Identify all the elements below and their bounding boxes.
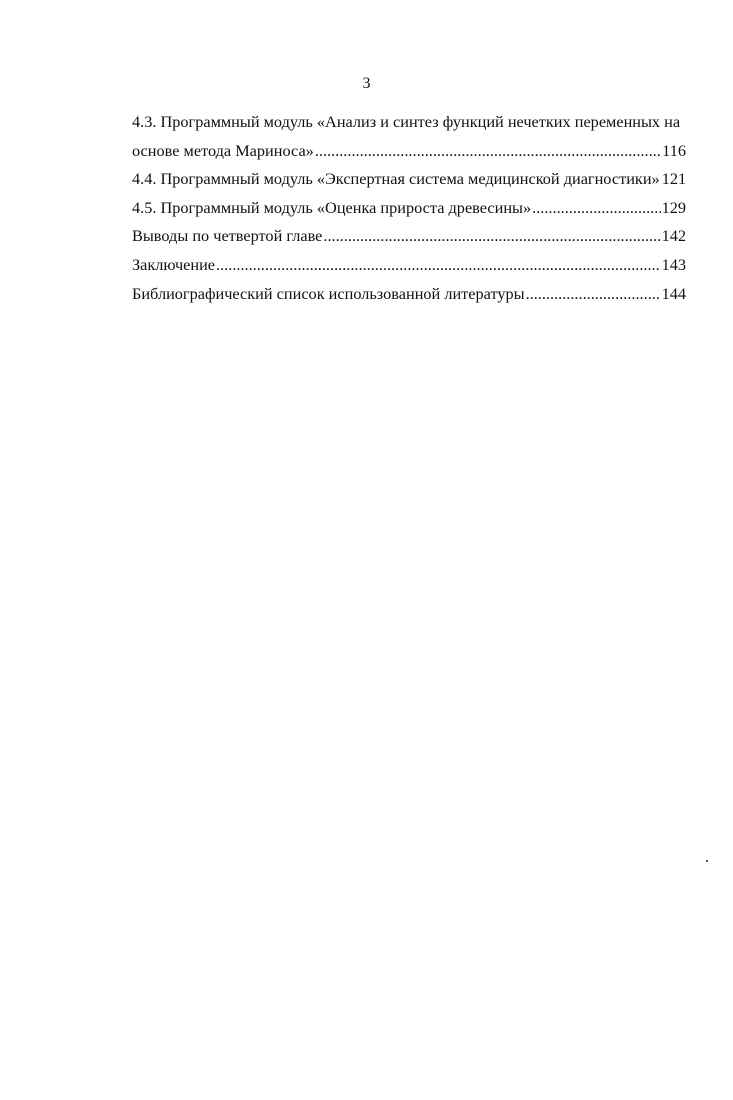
toc-entry-title: 4.5. Программный модуль «Оценка прироста древесины» — [132, 197, 532, 217]
toc-dot-leader — [315, 137, 661, 166]
toc-entry-title: Библиографический список использованной литературы — [132, 283, 525, 303]
toc-dot-leader — [526, 280, 661, 309]
toc-entry-bibliography[interactable] — [132, 280, 686, 309]
toc-page-number: 129 — [661, 197, 686, 217]
toc-page-number: 143 — [661, 254, 686, 274]
toc-entry-title: Заключение — [132, 254, 216, 274]
toc-entry-title: 4.4. Программный модуль «Экспертная система медицинской диагностики» — [132, 169, 660, 189]
toc-entry-conclusion[interactable] — [132, 251, 686, 280]
toc-dot-leader — [532, 194, 660, 223]
table-of-contents — [132, 108, 686, 308]
toc-entry-conclusions-ch4[interactable] — [132, 222, 686, 251]
toc-entry-title: основе метода Мариноса» — [132, 140, 314, 160]
toc-entry-title: Выводы по четвертой главе — [132, 226, 323, 246]
toc-page-number: 142 — [661, 226, 686, 246]
toc-page-number: 116 — [662, 140, 686, 160]
toc-dot-leader — [216, 251, 661, 280]
toc-page-number: 144 — [661, 283, 686, 303]
toc-entry-4-4[interactable] — [132, 165, 686, 194]
toc-entry-4-5[interactable] — [132, 194, 686, 223]
toc-entry-4-3[interactable] — [132, 137, 686, 166]
toc-entry-4-3-line1: 4.3. Программный модуль «Анализ и синтез функций нечетких переменных на — [132, 112, 681, 131]
toc-page-number: 121 — [661, 169, 687, 189]
toc-dot-leader — [323, 222, 660, 251]
scan-speck — [706, 860, 708, 862]
page-number: 3 — [362, 75, 371, 92]
